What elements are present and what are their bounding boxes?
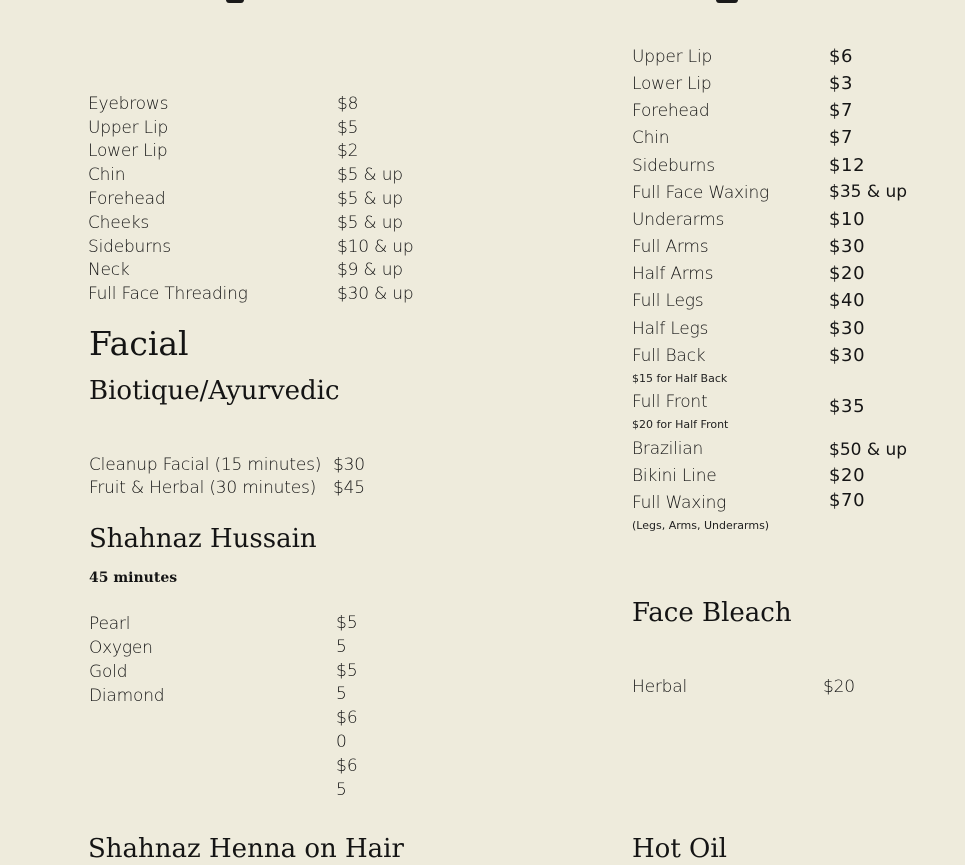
waxing-item-label: Full Legs bbox=[632, 291, 704, 311]
waxing-item-label: Chin bbox=[632, 128, 670, 148]
waxing-item-price: $30 bbox=[829, 236, 866, 257]
waxing-heading-clipped bbox=[712, 0, 742, 4]
facial-subheading: Biotique/Ayurvedic bbox=[89, 376, 340, 406]
waxing-item-price: $35 & up bbox=[829, 182, 908, 202]
waxing-item-label: Brazilian bbox=[632, 439, 704, 459]
threading-item-label: Forehead bbox=[88, 189, 166, 209]
waxing-item-label: Lower Lip bbox=[632, 74, 712, 94]
waxing-item-price: $70 bbox=[829, 490, 866, 511]
threading-item-label: Full Face Threading bbox=[88, 284, 248, 304]
waxing-item-price: $20 bbox=[829, 263, 866, 284]
waxing-item-label: Sideburns bbox=[632, 156, 715, 176]
full-front-note: $20 for Half Front bbox=[632, 418, 729, 431]
waxing-item-price: $40 bbox=[829, 290, 866, 311]
face-bleach-heading: Face Bleach bbox=[632, 598, 792, 628]
waxing-item-price: $10 bbox=[829, 209, 866, 230]
threading-item-label: Lower Lip bbox=[88, 141, 168, 161]
face-bleach-item-price: $20 bbox=[823, 677, 855, 697]
threading-item-price: $5 bbox=[337, 118, 359, 138]
waxing-item-price: $3 bbox=[829, 73, 854, 94]
waxing-item-label: Full Waxing bbox=[632, 493, 727, 513]
shahnaz-prices-wrapped: $55$55$60$65 bbox=[336, 613, 358, 800]
waxing-item-label: Underarms bbox=[632, 210, 725, 230]
shahnaz-heading: Shahnaz Hussain bbox=[89, 524, 317, 554]
facial-item-price: $30 bbox=[333, 455, 365, 475]
waxing-item-price: $7 bbox=[829, 100, 854, 121]
hot-oil-heading: Hot Oil bbox=[632, 834, 727, 864]
threading-item-label: Eyebrows bbox=[88, 94, 169, 114]
waxing-item-price: $30 bbox=[829, 345, 866, 366]
threading-item-price: $30 & up bbox=[337, 284, 414, 304]
waxing-item-price: $20 bbox=[829, 465, 866, 486]
full-back-note: $15 for Half Back bbox=[632, 372, 728, 385]
threading-item-price: $10 & up bbox=[337, 237, 414, 257]
facial-item-label: Fruit & Herbal (30 minutes) bbox=[89, 478, 317, 498]
waxing-item-label: Upper Lip bbox=[632, 47, 713, 67]
waxing-item-label: Full Back bbox=[632, 346, 706, 366]
waxing-item-label: Half Legs bbox=[632, 319, 709, 339]
threading-heading-fragment bbox=[226, 0, 248, 4]
waxing-item-label: Bikini Line bbox=[632, 466, 717, 486]
threading-item-price: $9 & up bbox=[337, 260, 403, 280]
facial-heading: Facial bbox=[89, 324, 189, 363]
shahnaz-item-label: Pearl bbox=[89, 614, 131, 634]
shahnaz-item-label: Gold bbox=[89, 662, 128, 682]
threading-item-label: Upper Lip bbox=[88, 118, 169, 138]
waxing-item-label: Full Front bbox=[632, 392, 708, 412]
threading-item-label: Neck bbox=[88, 260, 130, 280]
waxing-item-price: $35 bbox=[829, 396, 866, 417]
waxing-item-price: $30 bbox=[829, 318, 866, 339]
threading-item-price: $2 bbox=[337, 141, 359, 161]
waxing-item-label: Half Arms bbox=[632, 264, 714, 284]
shahnaz-item-label: Oxygen bbox=[89, 638, 153, 658]
threading-item-label: Cheeks bbox=[88, 213, 150, 233]
threading-item-label: Chin bbox=[88, 165, 126, 185]
face-bleach-item-label: Herbal bbox=[632, 677, 687, 697]
full-waxing-note: (Legs, Arms, Underarms) bbox=[632, 519, 770, 532]
waxing-item-label: Full Face Waxing bbox=[632, 183, 770, 203]
facial-item-label: Cleanup Facial (15 minutes) bbox=[89, 455, 322, 475]
threading-item-price: $5 & up bbox=[337, 213, 403, 233]
threading-item-label: Sideburns bbox=[88, 237, 171, 257]
waxing-item-price: $12 bbox=[829, 155, 866, 176]
shahnaz-duration: 45 minutes bbox=[89, 570, 178, 586]
waxing-item-price: $6 bbox=[829, 46, 854, 67]
waxing-item-price: $7 bbox=[829, 127, 854, 148]
waxing-item-label: Forehead bbox=[632, 101, 710, 121]
facial-item-price: $45 bbox=[333, 478, 365, 498]
threading-item-price: $5 & up bbox=[337, 189, 403, 209]
shahnaz-item-label: Diamond bbox=[89, 686, 165, 706]
henna-heading: Shahnaz Henna on Hair bbox=[88, 834, 404, 864]
threading-item-price: $8 bbox=[337, 94, 359, 114]
waxing-item-price: $50 & up bbox=[829, 440, 908, 460]
threading-item-price: $5 & up bbox=[337, 165, 403, 185]
waxing-item-label: Full Arms bbox=[632, 237, 709, 257]
